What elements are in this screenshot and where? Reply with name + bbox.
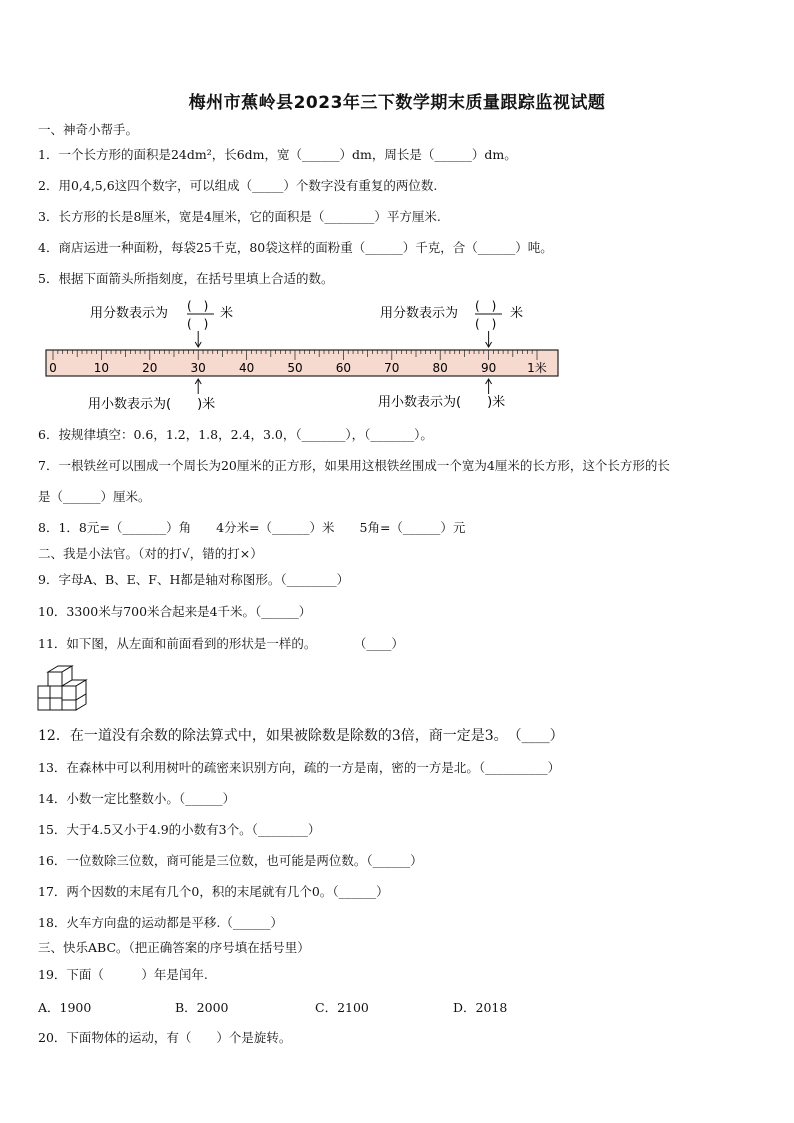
fraction-denominator-right: ( ) xyxy=(475,317,497,331)
q19-option-d: D．2018 xyxy=(453,1000,508,1015)
ruler-tick-label: 50 xyxy=(287,361,303,375)
question-8: 8．1．8元=（_______）角 4分米=（______）米 5角=（______）元 xyxy=(38,520,466,535)
fraction-label-left: 用分数表示为 xyxy=(90,306,169,321)
up-arrow xyxy=(195,379,201,394)
question-16: 16．一位数除三位数，商可能是三位数，也可能是两位数。（______） xyxy=(38,853,423,868)
fraction-unit-right: 米 xyxy=(510,306,524,321)
question-15: 15．大于4.5又小于4.9的小数有3个。（________） xyxy=(38,822,321,837)
question-14: 14．小数一定比整数小。（______） xyxy=(38,791,236,806)
q19-option-a: A．1900 xyxy=(38,1000,92,1015)
fraction-numerator-left: ( ) xyxy=(187,299,209,313)
top-cube-front xyxy=(48,672,62,686)
down-arrows xyxy=(195,331,491,347)
q19-option-c: C．2100 xyxy=(315,1000,369,1015)
ruler-tick-label: 60 xyxy=(335,361,352,375)
question-18: 18．火车方向盘的运动都是平移.（______） xyxy=(38,915,283,930)
question-6: 6．按规律填空：0.6，1.2，1.8，2.4，3.0，（_______），（_______）。 xyxy=(38,427,433,442)
question-11: 11．如下图，从左面和前面看到的形状是一样的。 （____） xyxy=(38,636,404,651)
section-1-heading: 一、神奇小帮手。 xyxy=(38,122,139,137)
bottom-cube-3 xyxy=(62,700,76,710)
bottom-cube-1a xyxy=(38,686,50,698)
cube-figure xyxy=(36,664,88,714)
question-4: 4．商店运进一种面粉，每袋25千克，80袋这样的面粉重（______）千克，合（______）吨。 xyxy=(38,240,553,255)
question-19: 19．下面（ ）年是闰年. xyxy=(38,967,208,982)
bottom-cube-2a xyxy=(50,686,62,698)
up-arrow xyxy=(486,379,492,394)
down-arrow xyxy=(195,331,201,347)
section-2-heading: 二、我是小法官。（对的打√，错的打×） xyxy=(38,546,263,561)
ruler-tick-label: 10 xyxy=(93,361,110,375)
fraction-label-right: 用分数表示为 xyxy=(380,306,459,321)
up-arrows xyxy=(195,379,491,394)
question-7-cont: 是（______）厘米。 xyxy=(38,489,151,504)
decimal-label-right: 用小数表示为( )米 xyxy=(378,395,506,410)
ruler-svg xyxy=(44,298,564,418)
question-7: 7．一根铁丝可以围成一个周长为20厘米的正方形，如果用这根铁丝围成一个宽为4厘米的长方形，这个长方形的长 xyxy=(38,458,670,473)
page-title: 梅州市蕉岭县2023年三下数学期末质量跟踪监视试题 xyxy=(188,93,606,113)
question-10: 10．3300米与700米合起来是4千米。（______） xyxy=(38,604,312,619)
ruler-figure xyxy=(44,298,564,418)
question-9: 9．字母A、B、E、F、H都是轴对称图形。（________） xyxy=(38,572,350,587)
right-cube-front-upper xyxy=(62,686,76,700)
question-17: 17．两个因数的末尾有几个0，积的末尾就有几个0。（______） xyxy=(38,884,389,899)
question-2: 2．用0,4,5,6这四个数字，可以组成（_____）个数字没有重复的两位数. xyxy=(38,178,438,193)
ruler-tick-label: 1米 xyxy=(527,361,547,375)
ruler-tick-label: 80 xyxy=(432,361,448,375)
ruler-tick-label: 90 xyxy=(480,361,497,375)
ruler-tick-label: 40 xyxy=(238,361,255,375)
down-arrow xyxy=(486,331,492,347)
question-3: 3．长方形的长是8厘米，宽是4厘米，它的面积是（________）平方厘米. xyxy=(38,209,441,224)
ruler-tick-label: 0 xyxy=(49,361,57,375)
decimal-label-left: 用小数表示为( )米 xyxy=(88,397,216,412)
question-12: 12．在一道没有余数的除法算式中，如果被除数是除数的3倍，商一定是3。 （____） xyxy=(38,728,564,744)
question-20: 20．下面物体的运动，有（ ）个是旋转。 xyxy=(38,1030,292,1045)
section-3-heading: 三、快乐ABC。（把正确答案的序号填在括号里） xyxy=(38,940,310,955)
bottom-cube-2b xyxy=(50,698,62,710)
bottom-cube-1b xyxy=(38,698,50,710)
ruler-tick-label: 30 xyxy=(190,361,206,375)
question-1: 1．一个长方形的面积是24dm²，长6dm，宽（______）dm，周长是（______）dm。 xyxy=(38,147,517,162)
q19-option-b: B．2000 xyxy=(175,1000,229,1015)
question-5: 5．根据下面箭头所指刻度，在括号里填上合适的数。 xyxy=(38,271,334,286)
fraction-unit-left: 米 xyxy=(220,306,234,321)
ruler-tick-label: 70 xyxy=(384,361,400,375)
question-13: 13．在森林中可以利用树叶的疏密来识别方向，疏的一方是南，密的一方是北。（__________） xyxy=(38,760,561,775)
fraction-numerator-right: ( ) xyxy=(475,299,497,313)
cube-svg xyxy=(36,664,88,714)
fraction-denominator-left: ( ) xyxy=(187,317,209,331)
ruler-tick-label: 20 xyxy=(142,361,158,375)
